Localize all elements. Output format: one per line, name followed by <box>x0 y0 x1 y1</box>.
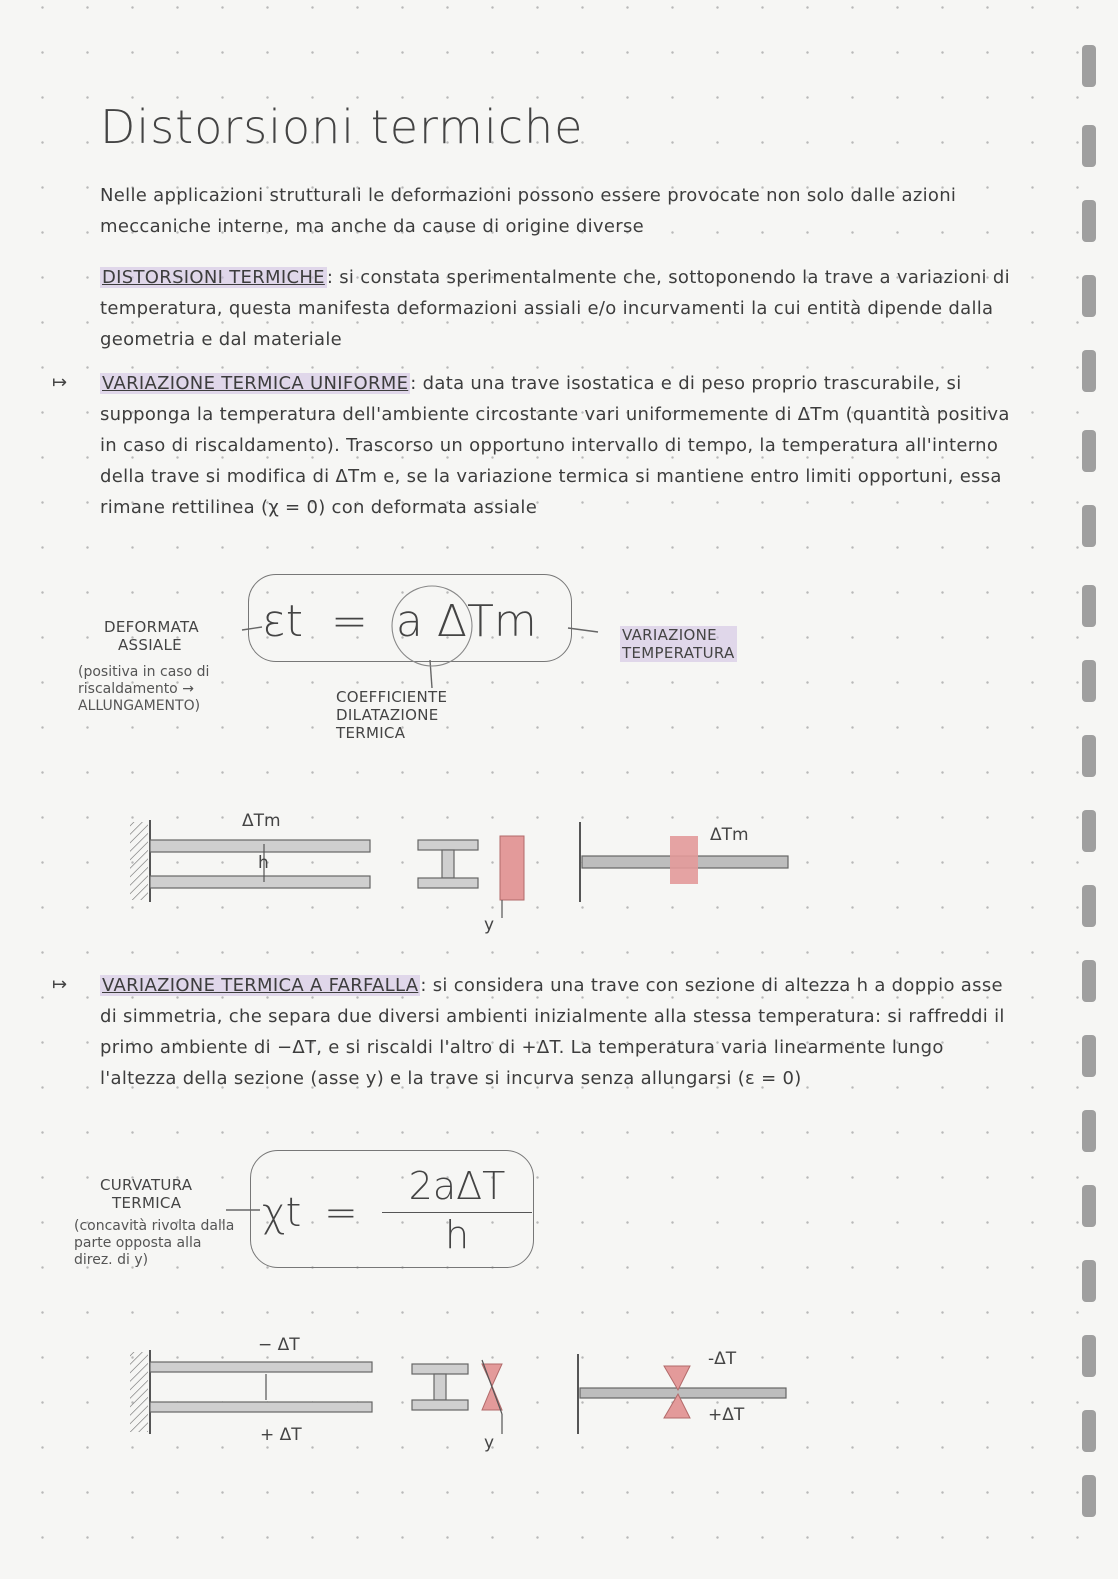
bullet-arrow-icon: ↦ <box>52 974 68 995</box>
uniforme-heading: VARIAZIONE TERMICA UNIFORME <box>102 373 409 394</box>
fixed-support <box>130 822 148 900</box>
label-curv-line2: TERMICA <box>112 1194 182 1212</box>
label-coeff-line3: TERMICA <box>336 724 406 742</box>
formula-leader-lines <box>0 560 1118 760</box>
fixed-support-2 <box>130 1352 148 1432</box>
formula2-denominator: h <box>444 1213 470 1257</box>
binding-hole <box>1082 810 1096 852</box>
label-curvatura <box>100 1176 192 1212</box>
page-title: Distorsioni termiche <box>100 100 584 154</box>
uniform-diagram <box>130 800 850 935</box>
binding-hole <box>1082 1035 1096 1077</box>
formula2-leader <box>226 1200 286 1220</box>
binding-holes <box>1082 45 1098 1545</box>
butterfly-diagram <box>130 1330 850 1480</box>
formula-rhs: a ΔTm <box>395 596 537 647</box>
label-coefficiente <box>336 688 447 742</box>
formula2-lhs: χt <box>262 1190 302 1236</box>
uniforme-text: : data una trave isostatica e di peso proprio trascurabile, si supponga la temperatura dell'ambiente circostante vari uniformemente di ΔTm (quantità positiva in caso di riscaldamento). Trascorso un opportuno intervallo di tempo, la temperatura all'interno della trave si modifica di ΔTm e, se la variazione termica si mantiene entro limiti opportuni, essa rimane rettilinea (χ = 0) con deformata assiale <box>100 373 1010 518</box>
binding-hole <box>1082 350 1096 392</box>
profile-temp-block <box>670 836 698 884</box>
farfalla-heading: VARIAZIONE TERMICA A FARFALLA <box>102 975 419 996</box>
beam2-bottom-flange <box>150 1402 372 1412</box>
binding-hole <box>1082 200 1096 242</box>
profile2-bottom-label: +ΔT <box>708 1405 745 1425</box>
label-coeff-line2: DILATAZIONE <box>336 706 439 724</box>
distorsioni-paragraph <box>100 262 1020 355</box>
beam-bottom-flange <box>150 876 370 888</box>
binding-hole <box>1082 960 1096 1002</box>
label-coeff-line1: COEFFICIENTE <box>336 688 448 706</box>
beam-delta-tm: ΔTm <box>242 811 281 831</box>
formula2-numerator: 2aΔT <box>382 1164 532 1213</box>
binding-hole <box>1082 430 1096 472</box>
beam2-top-label: − ΔT <box>258 1335 300 1355</box>
intro-paragraph: Nelle applicazioni strutturali le deformazioni possono essere provocate non solo dalle azioni meccaniche interne, ma anche da cause di origine diverse <box>100 185 957 237</box>
beam-h-label: h <box>258 853 269 873</box>
binding-hole <box>1082 125 1096 167</box>
i-section <box>418 840 478 850</box>
beam2-bottom-label: + ΔT <box>260 1425 302 1445</box>
label-var-line1: VARIAZIONE <box>622 626 717 644</box>
distorsioni-heading: DISTORSIONI TERMICHE <box>102 267 325 288</box>
beam2-top-flange <box>150 1362 372 1372</box>
formula2-equals: = <box>324 1190 358 1236</box>
uniforme-paragraph <box>100 368 1020 523</box>
label-curv-line1: CURVATURA <box>100 1176 193 1194</box>
profile-delta-tm: ΔTm <box>710 825 749 845</box>
label-deformata-note: (positiva in caso di riscaldamento → ALLUNGAMENTO) <box>78 664 210 714</box>
farfalla-text: : si considera una trave con sezione di altezza h a doppio asse di simmetria, che separa due diversi ambienti inizialmente alla stessa temperatura: si raffreddi il primo ambiente di −ΔT, e si riscaldi l'altro di +ΔT. La temperatura varia linearmente lungo l'altezza della sezione (asse y) e la trave si incurva senza allungarsi (ε = 0) <box>100 975 1005 1089</box>
formula-lhs: εt <box>262 596 304 647</box>
binding-hole <box>1082 1110 1096 1152</box>
label-deformata-line1: DEFORMATA <box>104 618 199 636</box>
farfalla-paragraph <box>100 970 1020 1094</box>
binding-hole <box>1082 1185 1096 1227</box>
formula-equals: = <box>331 596 368 647</box>
label-variazione <box>620 626 737 662</box>
i-section-2 <box>412 1364 468 1374</box>
uniform-temp-block <box>500 836 524 900</box>
binding-hole <box>1082 505 1096 547</box>
beam-top-flange <box>150 840 370 852</box>
label-deformata <box>104 618 199 654</box>
beam2-profile <box>580 1388 786 1398</box>
binding-hole <box>1082 1260 1096 1302</box>
binding-hole <box>1082 1475 1096 1517</box>
formula2-fraction <box>382 1164 532 1257</box>
profile-top-triangle <box>664 1366 690 1390</box>
label-curvatura-note: (concavità rivolta dalla parte opposta alla direz. di y) <box>74 1218 235 1268</box>
label-deformata-line2: ASSIALE <box>118 636 182 654</box>
binding-hole <box>1082 275 1096 317</box>
binding-hole <box>1082 1335 1096 1377</box>
distorsioni-text: : si constata sperimentalmente che, sottoponendo la trave a variazioni di temperatura, questa manifesta deformazioni assiali e/o incurvamenti la cui entità dipende dalla geometria e dal materiale <box>100 267 1010 350</box>
binding-hole <box>1082 45 1096 87</box>
binding-hole <box>1082 1410 1096 1452</box>
bullet-arrow-icon: ↦ <box>52 372 68 393</box>
binding-hole <box>1082 885 1096 927</box>
profile2-top-label: -ΔT <box>708 1349 737 1369</box>
section2-y-label: y <box>484 1433 495 1453</box>
label-var-line2: TEMPERATURA <box>622 644 735 662</box>
section-y-label: y <box>484 915 495 935</box>
